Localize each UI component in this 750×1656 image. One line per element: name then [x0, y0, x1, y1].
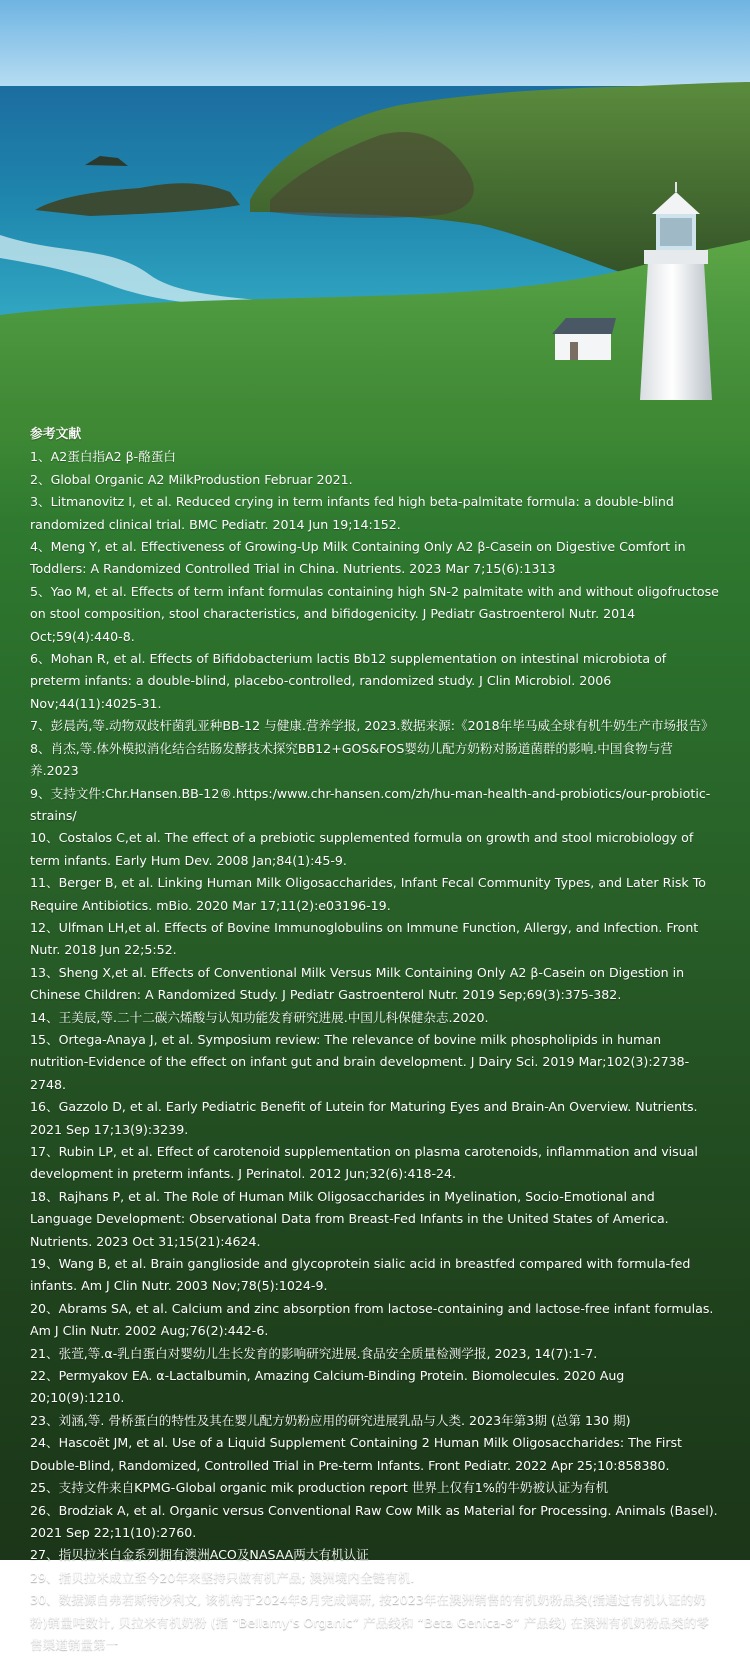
reference-item: 21、张萱,等.α-乳白蛋白对婴幼儿生长发育的影响研究进展.食品安全质量检测学报, 2023, 14(7):1-7. — [30, 1345, 598, 1361]
reference-item: 18、Rajhans P, et al. The Role of Human Milk Oligosaccharides in Myelination, Socio-Emotional and Language Development: Observational Data from Breast-Fed Infants in the United States of America. Nutrients. 2023 Oct 31;15(21):4624. — [30, 1188, 669, 1249]
reference-item: 10、Costalos C,et al. The effect of a prebiotic supplemented formula on growth and stool microbiology of term infants. Early Hum Dev. 2008 Jan;84(1):45-9. — [30, 830, 694, 868]
reference-item: 15、Ortega-Anaya J, et al. Symposium review: The relevance of bovine milk phospholipids in human nutrition-Evidence of the effect on infant gut and brain development. J Dairy Sci. 2019 Mar;102(3):2738-2748. — [30, 1031, 690, 1092]
reference-item: 11、Berger B, et al. Linking Human Milk Oligosaccharides, Infant Fecal Community Types, and Later Risk To Require Antibiotics. mBio. 2020 Mar 17;11(2):e03196-19. — [30, 875, 706, 913]
reference-item: 6、Mohan R, et al. Effects of Bifidobacterium lactis Bb12 supplementation on intestinal microbiota of preterm infants: a double-blind, placebo-controlled, randomized study. J Clin Microbiol. 2006 Nov;44(11):4025-31. — [30, 651, 667, 711]
reference-item: 7、彭晨芮,等.动物双歧杆菌乳亚种BB-12 与健康.营养学报, 2023.数据来源:《2018年毕马威全球有机牛奶生产市场报告》 — [30, 718, 714, 734]
reference-item: 8、肖杰,等.体外模拟消化结合结肠发酵技术探究BB12+GOS&FOS婴幼儿配方奶粉对肠道菌群的影响.中国食物与营养.2023 — [30, 740, 673, 779]
reference-item: 9、支持文件:Chr.Hansen.BB-12®.https:/www.chr-hansen.com/zh/hu-man-health-and-probiotics/our-probiotic-strains/ — [30, 785, 711, 823]
reference-item: 1、A2蛋白指A2 β-酪蛋白 — [30, 449, 177, 465]
reference-item: 23、刘涵,等. 骨桥蛋白的特性及其在婴儿配方奶粉应用的研究进展乳品与人类. 2023年第3期 (总第 130 期) — [30, 1412, 631, 1428]
reference-item: 29、指贝拉米成立至今20年来坚持只做有机产品; 澳洲境内全链有机. — [30, 1569, 415, 1585]
sky — [0, 0, 750, 90]
reference-item: 26、Brodziak A, et al. Organic versus Conventional Raw Cow Milk as Material for Processing. Animals (Basel). 2021 Sep 22;11(10):2760. — [30, 1502, 718, 1540]
reference-item: 19、Wang B, et al. Brain ganglioside and glycoprotein sialic acid in breastfed compared with formula-fed infants. Am J Clin Nutr. 2003 Nov;78(5):1024-9. — [30, 1256, 691, 1294]
reference-item: 27、指贝拉米白金系列拥有澳洲ACO及NASAA两大有机认证 — [30, 1547, 369, 1563]
reference-item: 17、Rubin LP, et al. Effect of carotenoid supplementation on plasma carotenoids, inflammation and visual development in preterm infants. J Perinatol. 2012 Jun;32(6):418-24. — [30, 1144, 698, 1182]
references-heading: 参考文献 — [30, 427, 82, 442]
reference-item: 14、王美辰,等.二十二碳六烯酸与认知功能发育研究进展.中国儿科保健杂志.2020. — [30, 1009, 489, 1025]
small-house — [552, 318, 616, 360]
references-section — [30, 424, 720, 1656]
reference-item: 4、Meng Y, et al. Effectiveness of Growing-Up Milk Containing Only A2 β-Casein on Digestive Comfort in Toddlers: A Randomized Controlled Trial in China. Nutrients. 2023 Mar 7;15(6):1313 — [30, 539, 686, 577]
reference-item: 30、数据源自弗若斯特沙利文, 该机构于2024年8月完成调研, 按2023年在澳洲销售的有机奶粉品类(指通过有机认证的奶粉)销量吨数计, 贝拉米有机奶粉 (指 “Bellamy's Organic” 产品线和 “Beta Genica-8” 产品线) 在澳洲有机奶粉品类的零售渠道销量第一 — [30, 1592, 709, 1652]
reference-item: 24、Hascoët JM, et al. Use of a Liquid Supplement Containing 2 Human Milk Oligosaccharides: The First Double-Blind, Randomized, Controlled Trial in Pre-term Infants. Front Pediatr. 2022 Apr 25;10:858380. — [30, 1435, 682, 1473]
reference-item: 22、Permyakov EA. α-Lactalbumin, Amazing Calcium-Binding Protein. Biomolecules. 2020 Aug 20;10(9):1210. — [30, 1368, 625, 1406]
reference-item: 25、支持文件来自KPMG-Global organic mik production report 世界上仅有1%的牛奶被认证为有机 — [30, 1480, 609, 1496]
reference-item: 16、Gazzolo D, et al. Early Pediatric Benefit of Lutein for Maturing Eyes and Brain-An Overview. Nutrients. 2021 Sep 17;13(9):3239. — [30, 1099, 698, 1137]
reference-item: 2、Global Organic A2 MilkProdustion Februar 2021. — [30, 471, 353, 487]
reference-item: 5、Yao M, et al. Effects of term infant formulas containing high SN-2 palmitate with and without oligofructose on stool composition, stool characteristics, and bifidogenicity. J Pediatr Gastroenterol Nutr. 2014 Oct;59(4):440-8. — [30, 583, 719, 644]
reference-item: 13、Sheng X,et al. Effects of Conventional Milk Versus Milk Containing Only A2 β-Casein on Digestion in Chinese Children: A Randomized Study. J Pediatr Gastroenterol Nutr. 2019 Sep;69(3):375-382. — [30, 964, 685, 1003]
reference-item: 12、Ulfman LH,et al. Effects of Bovine Immunoglobulins on Immune Function, Allergy, and Infection. Front Nutr. 2018 Jun 22;5:52. — [30, 919, 699, 958]
reference-item: 3、Litmanovitz I, et al. Reduced crying in term infants fed high beta-palmitate formula: a double-blind randomized clinical trial. BMC Pediatr. 2014 Jun 19;14:152. — [30, 494, 674, 532]
reference-item: 20、Abrams SA, et al. Calcium and zinc absorption from lactose-containing and lactose-free infant formulas. Am J Clin Nutr. 2002 Aug;76(2):442-6. — [30, 1300, 714, 1339]
coastal-lighthouse-photo — [0, 0, 750, 440]
